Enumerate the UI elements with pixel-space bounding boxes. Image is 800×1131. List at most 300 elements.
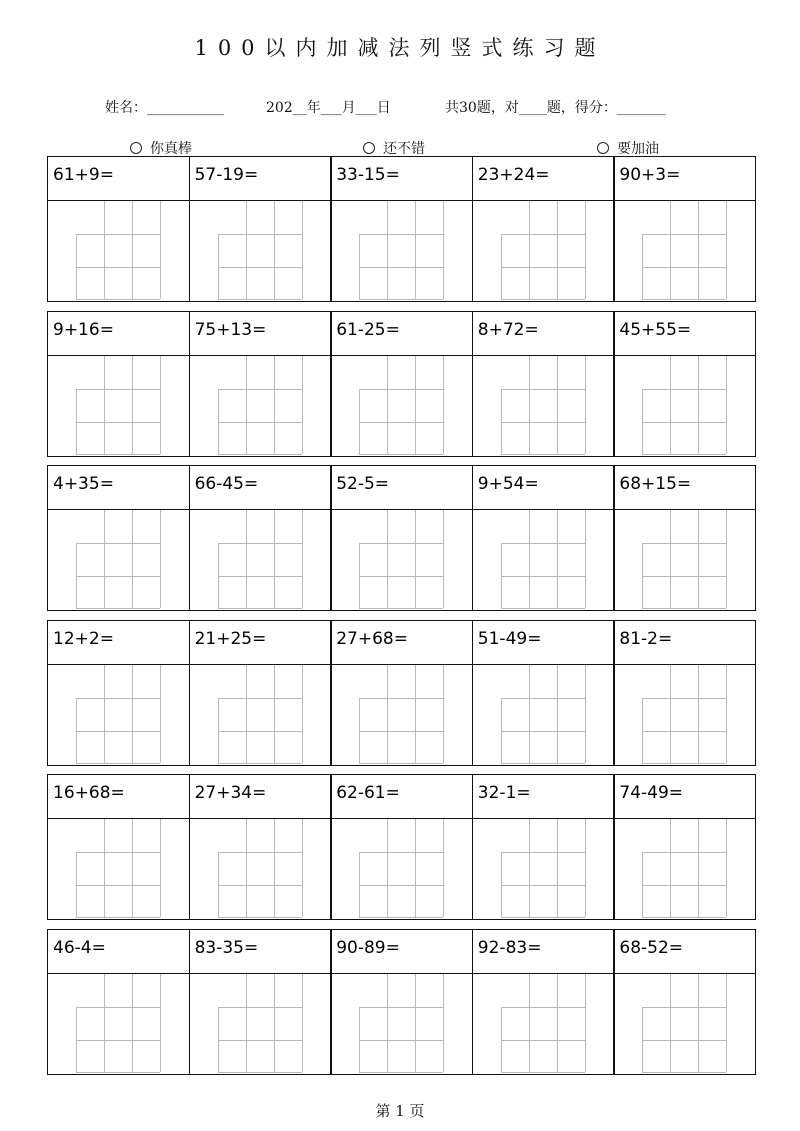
- grid-line: [359, 1007, 360, 1072]
- grid-line: [359, 1007, 443, 1008]
- grid-line: [104, 974, 105, 1072]
- grid-line: [642, 422, 726, 423]
- answer-grid: [642, 201, 726, 299]
- grid-line: [76, 543, 77, 608]
- problem-cell: [330, 465, 473, 611]
- grid-line: [698, 510, 699, 608]
- problem-text: 92-83=: [477, 937, 542, 958]
- answer-grid: [218, 974, 302, 1072]
- grid-line: [529, 974, 530, 1072]
- answer-grid: [501, 510, 585, 608]
- grid-line: [218, 885, 302, 886]
- problem-cell: [330, 929, 473, 1075]
- grid-line: [415, 974, 416, 1072]
- grid-line: [501, 1072, 585, 1073]
- grid-line: [501, 1007, 502, 1072]
- grid-line: [501, 234, 585, 235]
- grid-line: [132, 819, 133, 917]
- grid-line: [76, 267, 160, 268]
- problem-cell: [47, 465, 190, 611]
- grid-line: [642, 852, 726, 853]
- grid-line: [642, 543, 726, 544]
- problem-text: 81-2=: [619, 628, 673, 649]
- grid-line: [160, 665, 161, 763]
- grid-line: [557, 510, 558, 608]
- grid-line: [76, 852, 77, 917]
- grid-line: [359, 234, 443, 235]
- problem-text: 46-4=: [53, 937, 106, 958]
- grid-line: [274, 510, 275, 608]
- problem-cell: [330, 620, 473, 766]
- problem-text: 61+9=: [53, 165, 114, 185]
- grid-line: [76, 698, 160, 699]
- grid-line: [218, 576, 302, 577]
- circle-icon: [597, 142, 609, 154]
- problem-text: 23+24=: [477, 165, 550, 185]
- grid-line: [359, 543, 443, 544]
- problem-cell: [189, 311, 332, 457]
- grid-line: [670, 665, 671, 763]
- problem-text: 9+16=: [53, 319, 114, 340]
- grid-line: [642, 299, 726, 300]
- grid-line: [642, 234, 643, 299]
- problem-cell: [472, 465, 615, 611]
- problem-cell: [189, 929, 332, 1075]
- problem-text: 61-25=: [336, 319, 400, 340]
- grid-line: [274, 974, 275, 1072]
- grid-line: [359, 852, 360, 917]
- grid-line: [160, 974, 161, 1072]
- grid-line: [443, 356, 444, 454]
- problem-cell: [472, 929, 615, 1075]
- problem-text: 52-5=: [336, 474, 390, 494]
- grid-line: [443, 819, 444, 917]
- grid-line: [501, 917, 585, 918]
- answer-grid: [359, 356, 443, 454]
- problem-cell: [47, 156, 190, 302]
- grid-line: [246, 819, 247, 917]
- grid-line: [218, 299, 302, 300]
- problem-text: 68+15=: [619, 474, 692, 494]
- grid-line: [529, 201, 530, 299]
- grid-line: [218, 1007, 302, 1008]
- circle-icon: [363, 142, 375, 154]
- grid-line: [501, 389, 585, 390]
- answer-grid: [642, 510, 726, 608]
- grid-line: [642, 731, 726, 732]
- rating-try-harder: [597, 138, 659, 158]
- grid-line: [76, 608, 160, 609]
- problem-text: 62-61=: [336, 783, 400, 803]
- problem-cell: [613, 465, 756, 611]
- grid-line: [501, 454, 585, 455]
- grid-line: [104, 819, 105, 917]
- grid-line: [274, 665, 275, 763]
- grid-line: [302, 665, 303, 763]
- grid-line: [104, 510, 105, 608]
- grid-line: [443, 201, 444, 299]
- problem-cell: [613, 774, 756, 920]
- answer-grid: [359, 201, 443, 299]
- problem-cell: [330, 311, 473, 457]
- grid-line: [359, 885, 443, 886]
- grid-line: [501, 852, 502, 917]
- grid-line: [501, 885, 585, 886]
- grid-line: [529, 356, 530, 454]
- grid-line: [557, 819, 558, 917]
- grid-line: [76, 1040, 160, 1041]
- problem-cell: [189, 620, 332, 766]
- grid-line: [76, 698, 77, 763]
- grid-line: [726, 665, 727, 763]
- grid-line: [443, 974, 444, 1072]
- grid-line: [698, 974, 699, 1072]
- grid-line: [585, 356, 586, 454]
- grid-line: [160, 510, 161, 608]
- grid-line: [132, 356, 133, 454]
- problem-text: 75+13=: [194, 319, 267, 340]
- grid-line: [642, 1007, 726, 1008]
- grid-line: [557, 665, 558, 763]
- grid-line: [359, 543, 360, 608]
- grid-line: [76, 422, 160, 423]
- score-field: 共30题，对____题，得分：_______: [445, 100, 666, 116]
- grid-line: [642, 543, 643, 608]
- grid-line: [642, 698, 726, 699]
- grid-line: [76, 234, 77, 299]
- grid-line: [218, 389, 219, 454]
- grid-line: [359, 731, 443, 732]
- answer-grid: [501, 819, 585, 917]
- answer-grid: [359, 819, 443, 917]
- grid-line: [501, 1007, 585, 1008]
- grid-line: [415, 510, 416, 608]
- grid-line: [585, 510, 586, 608]
- answer-grid: [218, 356, 302, 454]
- grid-line: [670, 974, 671, 1072]
- problem-text: 8+72=: [477, 319, 539, 340]
- grid-line: [642, 234, 726, 235]
- problem-text: 12+2=: [53, 628, 114, 649]
- grid-line: [501, 422, 585, 423]
- problem-text: 51-49=: [477, 628, 542, 649]
- rating-label: 要加油: [617, 141, 659, 157]
- grid-line: [642, 1040, 726, 1041]
- grid-line: [642, 698, 643, 763]
- grid-line: [501, 608, 585, 609]
- grid-line: [218, 731, 302, 732]
- grid-line: [642, 763, 726, 764]
- grid-line: [218, 1007, 219, 1072]
- grid-line: [246, 974, 247, 1072]
- grid-line: [359, 852, 443, 853]
- grid-line: [218, 698, 219, 763]
- grid-line: [359, 389, 443, 390]
- grid-line: [415, 665, 416, 763]
- grid-line: [76, 576, 160, 577]
- problem-cell: [47, 620, 190, 766]
- grid-line: [359, 389, 360, 454]
- grid-line: [557, 356, 558, 454]
- grid-line: [642, 608, 726, 609]
- answer-grid: [642, 819, 726, 917]
- grid-line: [443, 665, 444, 763]
- grid-line: [642, 267, 726, 268]
- grid-line: [218, 267, 302, 268]
- grid-line: [359, 608, 443, 609]
- grid-line: [218, 422, 302, 423]
- grid-line: [132, 974, 133, 1072]
- problem-text: 90-89=: [336, 937, 400, 958]
- answer-grid: [218, 819, 302, 917]
- grid-line: [359, 1040, 443, 1041]
- grid-line: [726, 510, 727, 608]
- grid-line: [726, 819, 727, 917]
- problem-text: 27+68=: [336, 628, 408, 649]
- grid-line: [359, 917, 443, 918]
- grid-line: [359, 698, 443, 699]
- grid-line: [501, 389, 502, 454]
- grid-line: [218, 234, 219, 299]
- grid-line: [76, 543, 160, 544]
- problem-text: 83-35=: [194, 937, 259, 958]
- grid-line: [218, 234, 302, 235]
- grid-line: [359, 234, 360, 299]
- grid-line: [501, 543, 585, 544]
- grid-line: [104, 356, 105, 454]
- name-field: 姓名：___________: [105, 100, 224, 116]
- grid-line: [359, 1072, 443, 1073]
- grid-line: [529, 510, 530, 608]
- grid-line: [76, 763, 160, 764]
- answer-grid: [76, 356, 160, 454]
- grid-line: [104, 665, 105, 763]
- problem-text: 32-1=: [477, 783, 531, 803]
- grid-line: [642, 917, 726, 918]
- problem-cell: [613, 929, 756, 1075]
- grid-line: [585, 819, 586, 917]
- grid-line: [501, 698, 502, 763]
- answer-grid: [76, 974, 160, 1072]
- grid-line: [359, 422, 443, 423]
- problem-cell: [189, 156, 332, 302]
- grid-line: [302, 974, 303, 1072]
- grid-line: [359, 698, 360, 763]
- grid-line: [76, 852, 160, 853]
- grid-line: [218, 608, 302, 609]
- grid-line: [501, 731, 585, 732]
- grid-line: [642, 885, 726, 886]
- problem-cell: [472, 620, 615, 766]
- grid-line: [443, 510, 444, 608]
- grid-line: [501, 852, 585, 853]
- grid-line: [642, 389, 643, 454]
- problem-cell: [613, 156, 756, 302]
- grid-line: [642, 576, 726, 577]
- answer-grid: [359, 974, 443, 1072]
- answer-grid: [501, 974, 585, 1072]
- grid-line: [670, 819, 671, 917]
- grid-line: [698, 201, 699, 299]
- problem-cell: [330, 156, 473, 302]
- grid-line: [76, 234, 160, 235]
- problem-grid: [47, 156, 755, 1086]
- grid-line: [160, 201, 161, 299]
- grid-line: [302, 356, 303, 454]
- grid-line: [218, 389, 302, 390]
- grid-line: [642, 389, 726, 390]
- grid-line: [387, 974, 388, 1072]
- problem-cell: [472, 311, 615, 457]
- answer-grid: [642, 356, 726, 454]
- grid-line: [387, 356, 388, 454]
- problem-text: 68-52=: [619, 937, 684, 958]
- grid-line: [218, 1072, 302, 1073]
- grid-line: [246, 665, 247, 763]
- problem-text: 21+25=: [194, 628, 267, 649]
- grid-line: [359, 576, 443, 577]
- grid-line: [557, 974, 558, 1072]
- grid-line: [501, 267, 585, 268]
- problem-text: 4+35=: [53, 474, 114, 494]
- grid-line: [76, 1007, 77, 1072]
- rating-good: [363, 138, 425, 158]
- grid-line: [274, 819, 275, 917]
- answer-grid: [76, 665, 160, 763]
- problem-text: 57-19=: [194, 165, 259, 185]
- grid-line: [585, 974, 586, 1072]
- grid-line: [218, 852, 302, 853]
- page-number: 第 1 页: [375, 1102, 425, 1120]
- answer-grid: [218, 665, 302, 763]
- grid-line: [160, 356, 161, 454]
- grid-line: [501, 576, 585, 577]
- grid-line: [387, 665, 388, 763]
- page-title: 100以内加减法列竖式练习题: [194, 36, 606, 60]
- grid-line: [529, 665, 530, 763]
- grid-line: [218, 917, 302, 918]
- grid-line: [132, 201, 133, 299]
- grid-line: [76, 389, 77, 454]
- grid-line: [585, 201, 586, 299]
- grid-line: [246, 201, 247, 299]
- grid-line: [698, 665, 699, 763]
- grid-line: [501, 299, 585, 300]
- problem-cell: [47, 311, 190, 457]
- grid-line: [76, 1072, 160, 1073]
- problem-cell: [613, 311, 756, 457]
- answer-grid: [359, 510, 443, 608]
- grid-line: [76, 454, 160, 455]
- grid-line: [585, 665, 586, 763]
- problem-text: 74-49=: [619, 783, 684, 803]
- grid-line: [387, 510, 388, 608]
- problem-cell: [613, 620, 756, 766]
- grid-line: [274, 201, 275, 299]
- problem-text: 90+3=: [619, 165, 681, 185]
- problem-cell: [472, 156, 615, 302]
- grid-line: [415, 819, 416, 917]
- grid-line: [501, 698, 585, 699]
- grid-line: [670, 510, 671, 608]
- grid-line: [218, 763, 302, 764]
- problem-cell: [47, 774, 190, 920]
- grid-line: [387, 201, 388, 299]
- answer-grid: [642, 665, 726, 763]
- grid-line: [76, 299, 160, 300]
- answer-grid: [501, 665, 585, 763]
- grid-line: [76, 885, 160, 886]
- grid-line: [642, 1072, 726, 1073]
- problem-text: 9+54=: [477, 474, 539, 494]
- answer-grid: [76, 510, 160, 608]
- grid-line: [218, 1040, 302, 1041]
- grid-line: [670, 356, 671, 454]
- grid-line: [415, 201, 416, 299]
- answer-grid: [501, 201, 585, 299]
- grid-line: [218, 543, 219, 608]
- problem-cell: [472, 774, 615, 920]
- grid-line: [529, 819, 530, 917]
- grid-line: [218, 454, 302, 455]
- problem-cell: [47, 929, 190, 1075]
- grid-line: [415, 356, 416, 454]
- grid-line: [642, 852, 643, 917]
- grid-line: [302, 819, 303, 917]
- grid-line: [274, 356, 275, 454]
- grid-line: [557, 201, 558, 299]
- grid-line: [501, 234, 502, 299]
- grid-line: [359, 267, 443, 268]
- grid-line: [359, 299, 443, 300]
- rating-label: 还不错: [383, 141, 425, 157]
- grid-line: [132, 510, 133, 608]
- problem-cell: [189, 465, 332, 611]
- problem-cell: [330, 774, 473, 920]
- grid-line: [302, 201, 303, 299]
- grid-line: [698, 356, 699, 454]
- grid-line: [642, 454, 726, 455]
- problem-text: 33-15=: [336, 165, 400, 185]
- grid-line: [76, 1007, 160, 1008]
- grid-line: [76, 917, 160, 918]
- answer-grid: [218, 510, 302, 608]
- grid-line: [642, 1007, 643, 1072]
- grid-line: [501, 543, 502, 608]
- grid-line: [246, 510, 247, 608]
- grid-line: [698, 819, 699, 917]
- answer-grid: [642, 974, 726, 1072]
- problem-text: 66-45=: [194, 474, 259, 494]
- circle-icon: [130, 142, 142, 154]
- grid-line: [501, 763, 585, 764]
- grid-line: [359, 454, 443, 455]
- rating-great: [130, 138, 192, 158]
- grid-line: [218, 852, 219, 917]
- grid-line: [218, 698, 302, 699]
- date-field: 202__年___月___日: [266, 100, 391, 116]
- grid-line: [726, 201, 727, 299]
- problem-text: 16+68=: [53, 783, 125, 803]
- answer-grid: [218, 201, 302, 299]
- grid-line: [359, 763, 443, 764]
- problem-cell: [189, 774, 332, 920]
- answer-grid: [76, 201, 160, 299]
- rating-label: 你真棒: [150, 141, 192, 157]
- grid-line: [670, 201, 671, 299]
- problem-text: 45+55=: [619, 319, 692, 340]
- answer-grid: [359, 665, 443, 763]
